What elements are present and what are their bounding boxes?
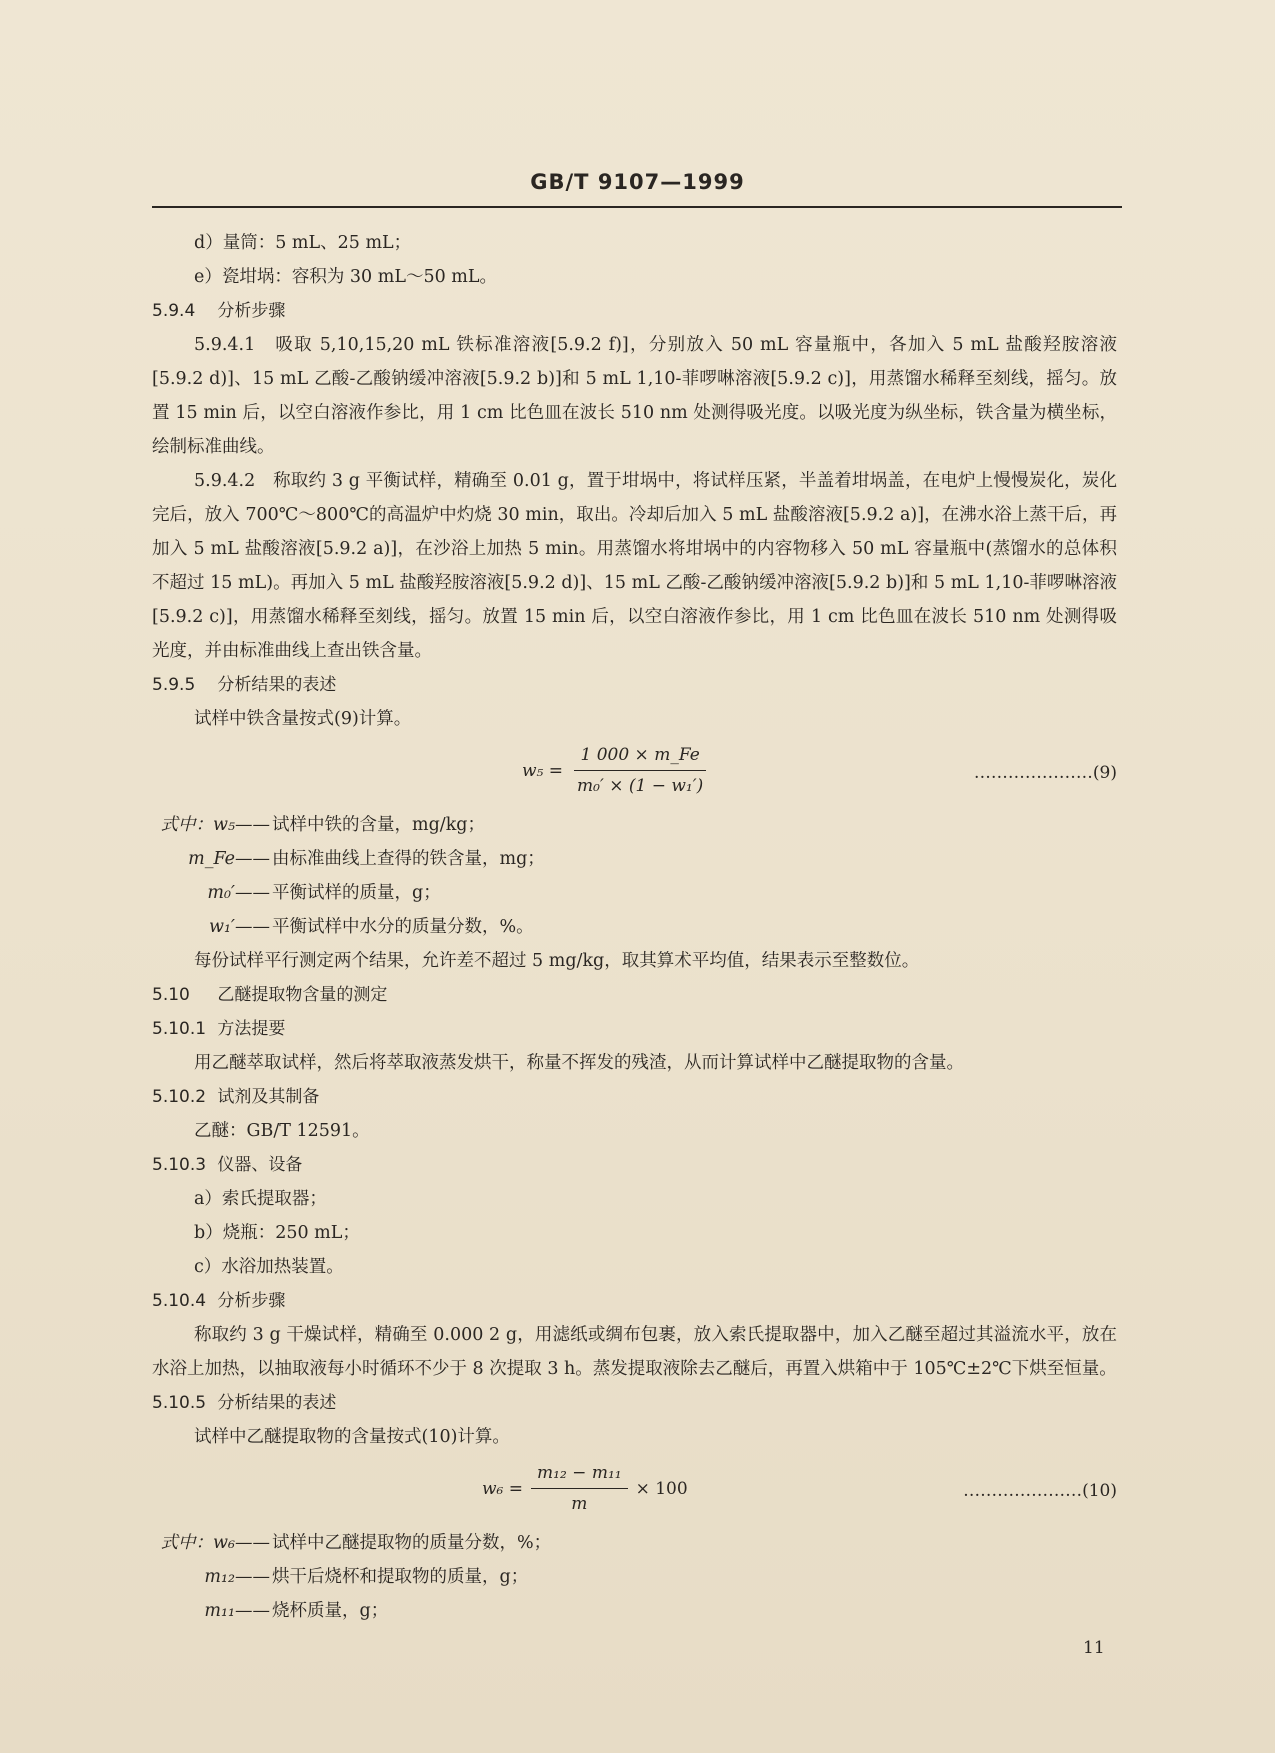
item-a: a）索氏提取器；	[194, 1189, 327, 1209]
legend-symbol: m₁₂——	[204, 1567, 270, 1587]
section-title: 乙醚提取物含量的测定	[217, 985, 388, 1005]
legend-symbol: m_Fe——	[188, 849, 270, 869]
section-title: 分析步骤	[217, 1291, 286, 1311]
legend-symbol: 式中：w₆——	[160, 1533, 270, 1553]
section-number: 5.10.5	[152, 1393, 207, 1413]
legend-description: 烧杯质量，g；	[272, 1601, 389, 1621]
legend-description: 平衡试样中水分的质量分数，%。	[272, 917, 534, 937]
legend-symbol: w₁′——	[209, 917, 270, 937]
legend-row	[152, 1560, 1117, 1594]
item-d: d）量筒：5 mL、25 mL；	[194, 233, 412, 253]
section-5-10	[152, 978, 1117, 1012]
formula-9	[152, 736, 1117, 808]
equation-number: …………………(9)	[973, 763, 1117, 783]
section-number: 5.10.4	[152, 1291, 207, 1311]
legend-row	[152, 808, 1117, 842]
item-e: e）瓷坩埚：容积为 30 mL～50 mL。	[194, 267, 498, 287]
repeatability-note: 每份试样平行测定两个结果，允许差不超过 5 mg/kg，取其算术平均值，结果表示至整数位。	[194, 951, 920, 971]
item-b: b）烧瓶：250 mL；	[194, 1223, 360, 1243]
legend-row	[152, 1526, 1117, 1560]
legend-symbol: m₀′——	[207, 883, 270, 903]
formula-9-expression	[522, 742, 709, 799]
section-5-9-4	[152, 294, 1117, 328]
section-number: 5.10.3	[152, 1155, 207, 1175]
legend-symbol: m₁₁——	[204, 1601, 270, 1621]
formula-10	[152, 1454, 1117, 1526]
section-title: 试剂及其制备	[217, 1087, 320, 1107]
legend-row	[152, 910, 1117, 944]
formula-tail: × 100	[635, 1478, 688, 1499]
numerator: 1 000 × m_Fe	[574, 742, 705, 771]
section-number: 5.10.2	[152, 1087, 207, 1107]
paragraph-5-9-4-2: 5.9.4.2 称取约 3 g 平衡试样，精确至 0.01 g，置于坩埚中，将试样压紧，半盖着坩埚盖，在电炉上慢慢炭化，炭化完后，放入 700℃～800℃的高温炉中灼烧 30 min，取出。冷却后加入 5 mL 盐酸溶液[5.9.2 a)]，在沸水浴上蒸干后，再加入 5 mL 盐酸溶液[5.9.2 a)]，在沙浴上加热 5 min。用蒸馏水将坩埚中的内容物移入 50 mL 容量瓶中(蒸馏水的总体积不超过 15 mL)。再加入 5 mL 盐酸羟胺溶液[5.9.2 d)]、15 mL 乙酸-乙酸钠缓冲溶液[5.9.2 b)]和 5 mL 1,10-菲啰啉溶液[5.9.2 c)]，用蒸馏水稀释至刻线，摇匀。放置 15 min 后，以空白溶液作参比，用 1 cm 比色皿在波长 510 nm 处测得吸光度，并由标准曲线上查出铁含量。	[152, 471, 1117, 661]
section-5-10-5	[152, 1386, 1117, 1420]
calc-intro-9: 试样中铁含量按式(9)计算。	[194, 709, 412, 729]
calc-intro-10: 试样中乙醚提取物的含量按式(10)计算。	[194, 1427, 510, 1447]
paragraph-5-10-1: 用乙醚萃取试样，然后将萃取液蒸发烘干，称量不挥发的残渣，从而计算试样中乙醚提取物的含量。	[194, 1053, 964, 1073]
section-number: 5.9.5	[152, 675, 196, 695]
section-title: 分析结果的表述	[217, 1393, 337, 1413]
section-title: 分析结果的表述	[217, 675, 337, 695]
formula-lhs: w₆ =	[482, 1478, 524, 1499]
legend-symbol: 式中：w₅——	[160, 815, 270, 835]
document-body	[152, 226, 1117, 1628]
formula-lhs: w₅ =	[522, 760, 564, 781]
legend-row	[152, 1594, 1117, 1628]
legend-description: 试样中乙醚提取物的质量分数，%；	[272, 1533, 552, 1553]
equation-number: …………………(10)	[963, 1481, 1117, 1501]
section-number: 5.10	[152, 985, 190, 1005]
legend-row	[152, 876, 1117, 910]
section-5-10-3	[152, 1148, 1117, 1182]
page-number: 11	[1083, 1638, 1105, 1658]
section-title: 方法提要	[217, 1019, 286, 1039]
fraction	[571, 742, 709, 799]
paragraph-5-10-4: 称取约 3 g 干燥试样，精确至 0.000 2 g，用滤纸或绸布包裹，放入索氏提取器中，加入乙醚至超过其溢流水平，放在水浴上加热，以抽取液每小时循环不少于 8 次提取 3 h。蒸发提取液除去乙醚后，再置入烘箱中于 105℃±2℃下烘至恒量。	[152, 1325, 1117, 1379]
section-number: 5.9.4	[152, 301, 196, 321]
section-title: 仪器、设备	[217, 1155, 303, 1175]
formula-10-legend	[152, 1526, 1117, 1628]
section-5-9-5	[152, 668, 1117, 702]
section-5-10-2	[152, 1080, 1117, 1114]
fraction	[531, 1460, 628, 1517]
denominator: m	[571, 1494, 588, 1514]
section-title: 分析步骤	[217, 301, 286, 321]
section-5-10-1	[152, 1012, 1117, 1046]
legend-description: 平衡试样的质量，g；	[272, 883, 441, 903]
legend-description: 由标准曲线上查得的铁含量，mg；	[272, 849, 545, 869]
legend-row	[152, 842, 1117, 876]
legend-description: 烘干后烧杯和提取物的质量，g；	[272, 1567, 529, 1587]
denominator: m₀′ × (1 − w₁′)	[577, 776, 704, 796]
formula-10-expression	[482, 1460, 688, 1517]
legend-description: 试样中铁的含量，mg/kg；	[272, 815, 485, 835]
header-rule	[152, 206, 1122, 208]
reagent-ether: 乙醚：GB/T 12591。	[194, 1121, 370, 1141]
item-c: c）水浴加热装置。	[194, 1257, 344, 1277]
standard-code-header: GB/T 9107—1999	[530, 170, 745, 194]
section-5-10-4	[152, 1284, 1117, 1318]
formula-9-legend	[152, 808, 1117, 944]
section-number: 5.10.1	[152, 1019, 207, 1039]
paragraph-5-9-4-1: 5.9.4.1 吸取 5,10,15,20 mL 铁标准溶液[5.9.2 f)]，分别放入 50 mL 容量瓶中，各加入 5 mL 盐酸羟胺溶液[5.9.2 d)]、15 mL 乙酸-乙酸钠缓冲溶液[5.9.2 b)]和 5 mL 1,10-菲啰啉溶液[5.9.2 c)]，用蒸馏水稀释至刻线，摇匀。放置 15 min 后，以空白溶液作参比，用 1 cm 比色皿在波长 510 nm 处测得吸光度。以吸光度为纵坐标，铁含量为横坐标，绘制标准曲线。	[152, 335, 1117, 457]
numerator: m₁₂ − m₁₁	[531, 1460, 628, 1489]
